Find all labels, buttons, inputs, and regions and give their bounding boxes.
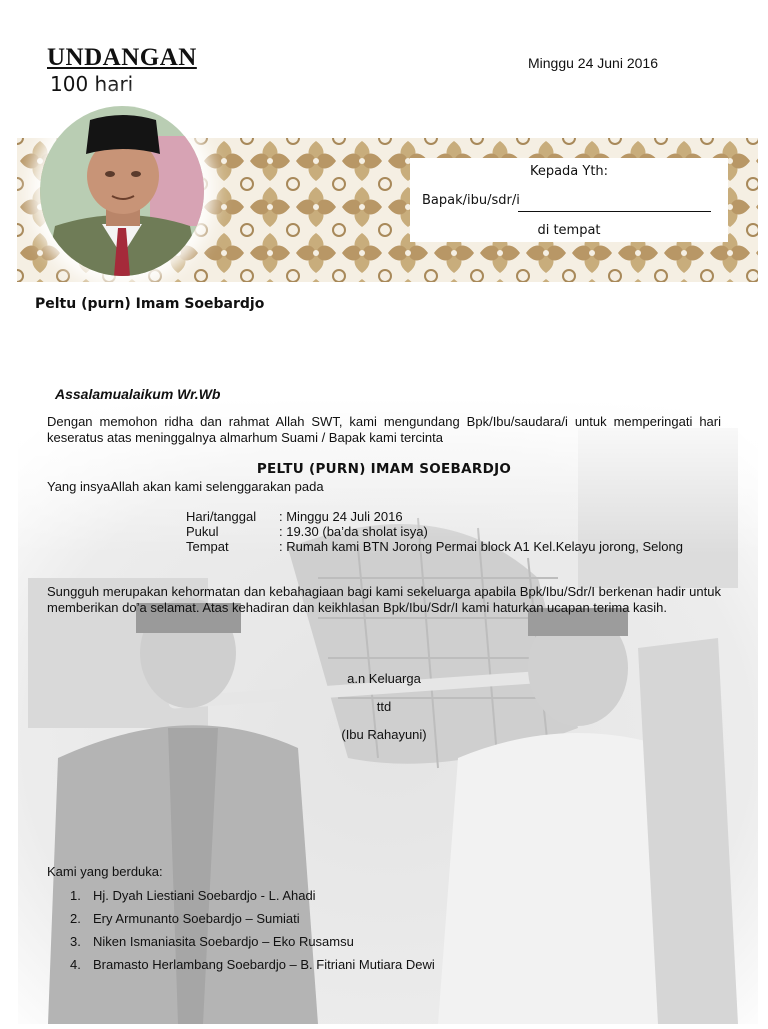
address-recipient: Bapak/ibu/sdr/i xyxy=(422,193,520,208)
detail-value-place: : Rumah kami BTN Jorong Permai block A1 Kel.Kelayu jorong, Selong xyxy=(279,539,683,554)
detail-label-date: Hari/tanggal xyxy=(186,509,257,524)
portrait-caption: Peltu (purn) Imam Soebardjo xyxy=(35,296,265,312)
list-number: 1. xyxy=(70,888,81,903)
greeting: Assalamualaikum Wr.Wb xyxy=(55,386,221,402)
signature-name: (Ibu Rahayuni) xyxy=(341,727,427,742)
address-fill-line xyxy=(518,211,711,212)
mourners-heading: Kami yang berduka: xyxy=(47,864,163,879)
portrait-photo xyxy=(40,106,204,276)
signature-on-behalf: a.n Keluarga xyxy=(347,671,421,686)
list-number: 4. xyxy=(70,957,81,972)
event-intro: Yang insyaAllah akan kami selenggarakan pada xyxy=(47,479,324,494)
mourner-name: Ery Armunanto Soebardjo – Sumiati xyxy=(93,911,300,926)
mourner-name: Bramasto Herlambang Soebardjo – B. Fitriani Mutiara Dewi xyxy=(93,957,435,972)
opening-paragraph: Dengan memohon ridha dan rahmat Allah SWT, kami mengundang Bpk/Ibu/saudara/i untuk memperingati hari keseratus atas meninggalnya almarhum Suami / Bapak kami tercinta xyxy=(47,414,721,445)
detail-label-time: Pukul xyxy=(186,524,219,539)
list-number: 3. xyxy=(70,934,81,949)
deceased-name: PELTU (PURN) IMAM SOEBARDJO xyxy=(256,461,512,477)
detail-value-date: : Minggu 24 Juli 2016 xyxy=(279,509,403,524)
address-place: di tempat xyxy=(537,223,601,238)
detail-label-place: Tempat xyxy=(186,539,229,554)
mourner-name: Niken Ismaniasita Soebardjo – Eko Rusamsu xyxy=(93,934,354,949)
invitation-subtitle: 100 hari xyxy=(50,72,134,96)
signature-ttd: ttd xyxy=(376,699,392,714)
invitation-date: Minggu 24 Juni 2016 xyxy=(528,55,658,71)
list-number: 2. xyxy=(70,911,81,926)
address-to-label: Kepada Yth: xyxy=(529,164,609,179)
invitation-title: UNDANGAN xyxy=(47,44,197,71)
closing-paragraph: Sungguh merupakan kehormatan dan kebahagiaan bagi kami sekeluarga apabila Bpk/Ibu/Sdr/I berkenan hadir untuk memberikan do’a selamat. Atas kehadiran dan keikhlasan Bpk/Ibu/Sdr/I kami haturkan ucapan terima kasih. xyxy=(47,584,721,615)
detail-value-time: : 19.30 (ba’da sholat isya) xyxy=(279,524,428,539)
address-box xyxy=(410,158,728,242)
mourner-name: Hj. Dyah Liestiani Soebardjo - L. Ahadi xyxy=(93,888,316,903)
